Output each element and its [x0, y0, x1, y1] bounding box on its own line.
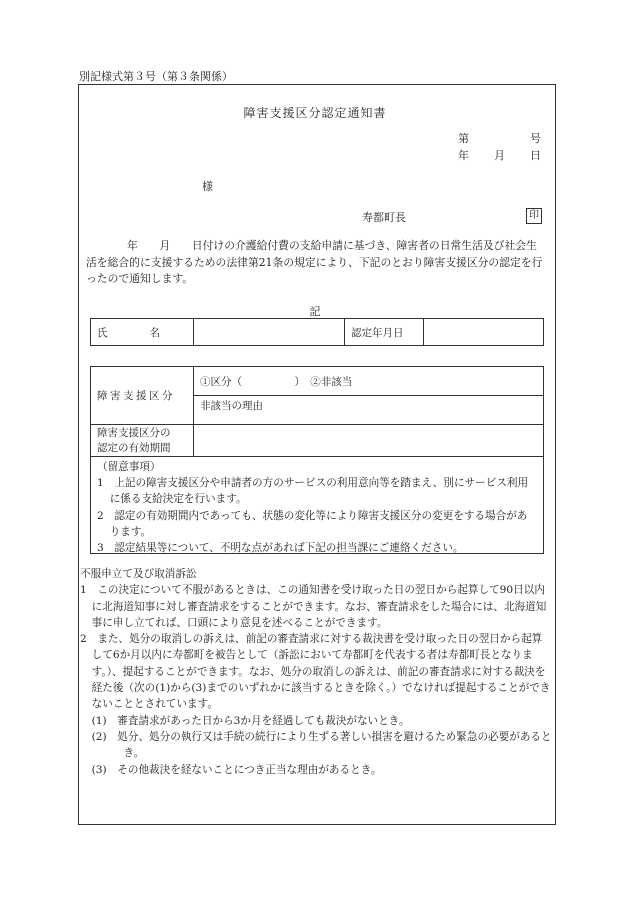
issuer-name: 寿都町長 [362, 211, 406, 224]
validity-label-line2: 認定の有効期間 [97, 441, 171, 454]
certification-date-label: 認定年月日 [345, 319, 424, 346]
category-options[interactable]: ①区分（ ） ②非該当 [194, 367, 544, 396]
ki-heading: 記 [309, 305, 321, 318]
validity-period-label [91, 425, 194, 457]
number-dai: 第 [458, 132, 469, 145]
certification-date-value[interactable] [424, 319, 544, 346]
category-table [90, 366, 544, 457]
appeal-heading: 不服申立て及び取消訴訟 [80, 568, 197, 580]
name-value[interactable] [194, 319, 345, 346]
addressee-suffix: 様 [202, 180, 213, 193]
validity-period-value[interactable] [194, 425, 544, 457]
note-item: 2 認定の有効期間内であっても、状態の変化等により障害支援区分の変更をする場合があります。 [97, 509, 528, 538]
date-day: 日 [530, 149, 541, 162]
notice-body [86, 238, 544, 288]
appeal-sub-item: (3) その他裁決を経ないことにつき正当な理由があるとき。 [91, 763, 382, 776]
form-label: 別記様式第３号（第３条関係） [79, 70, 233, 83]
applicant-table [90, 318, 544, 346]
notes-box [90, 456, 544, 554]
appeal-section [80, 566, 552, 778]
document-title: 障害支援区分認定通知書 [243, 106, 387, 120]
date-year: 年 [458, 149, 469, 162]
notice-body-text: 年 月 日付けの介護給付費の支給申請に基づき、障害者の日常生活及び社会生活を総合的に支援するための法律第21条の規定により、下記のとおり障害支援区分の認定を行ったので通知します。 [86, 239, 543, 285]
category-label: 障害支援区分 [91, 367, 194, 425]
appeal-item: 2 また、処分の取消しの訴えは、前記の審査請求に対する裁決書を受け取った日の翌日から起算して6か月以内に寿都町を被告として（訴訟において寿都町を代表する者は寿都町長となります。）、提起することができます。なお、処分の取消しの訴えは、前記の審査請求に対する裁決を経た後（次の(1)から(3)までのいずれかに該当するときを除く。）でなければ提起することができないこととされています。 [80, 633, 551, 711]
notes-heading: （留意事項） [97, 461, 161, 473]
note-item: 1 上記の障害支援区分や申請者の方のサービスの利用意向等を踏まえ、別にサービス利用に係る支給決定を行います。 [97, 477, 529, 506]
date-month: 月 [494, 149, 505, 162]
seal-mark: 印 [526, 208, 542, 224]
not-applicable-reason[interactable]: 非該当の理由 [194, 396, 544, 425]
appeal-sub-item: (2) 処分、処分の執行又は手続の続行により生ずる著しい損害を避けるため緊急の必要があるとき。 [91, 730, 552, 760]
validity-label-line1: 障害支援区分の [97, 426, 171, 439]
name-label: 氏 名 [91, 319, 194, 346]
appeal-item: 1 この決定について不服があるときは、この通知書を受け取った日の翌日から起算して90日以内に北海道知事に対し審査請求をすることができます。なお、審査請求をした場合には、北海道知事に申し立てれば、口頭により意見を述べることができます。 [80, 584, 547, 629]
note-item: 3 認定結果等について、不明な点があれば下記の担当課にご連絡ください。 [97, 542, 464, 555]
number-go: 号 [530, 132, 541, 145]
appeal-sub-item: (1) 審査請求があった日から3か月を経過しても裁決がないとき。 [91, 714, 410, 727]
